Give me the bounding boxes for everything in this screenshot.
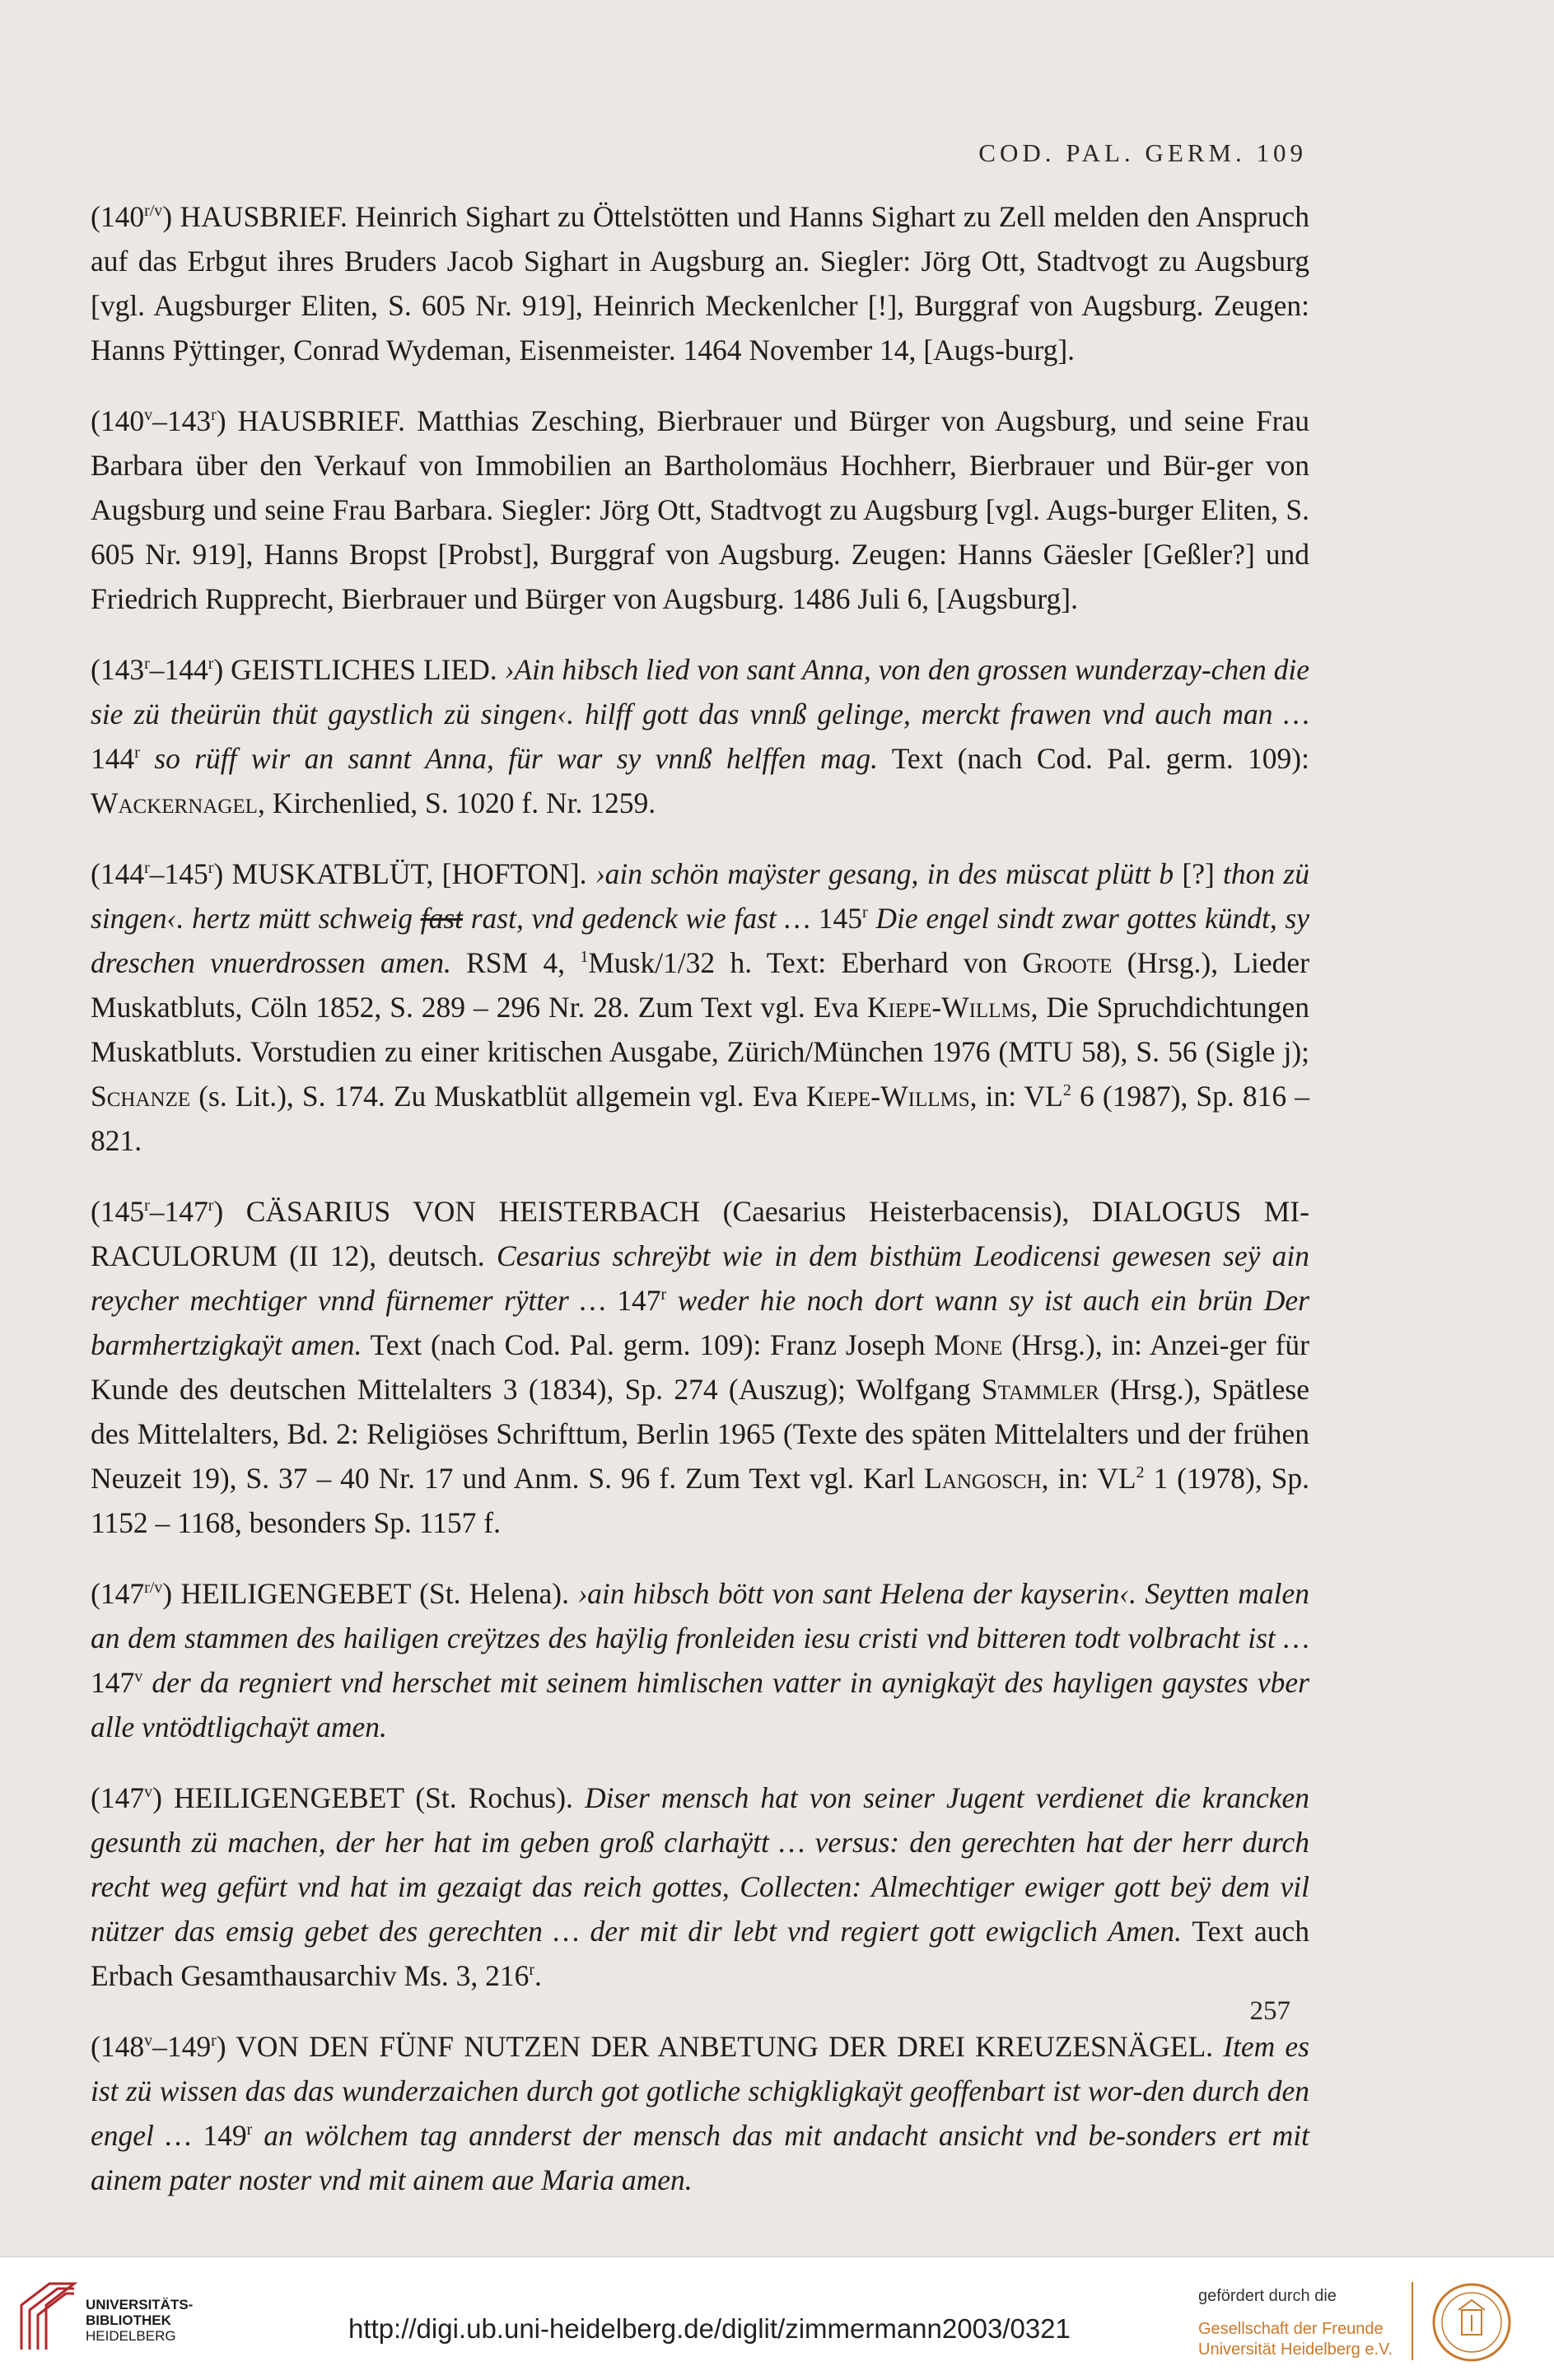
- running-head: COD. PAL. GERM. 109: [978, 138, 1307, 167]
- sponsor-org-line1: Gesellschaft der Freunde: [1198, 2320, 1384, 2338]
- viewer-footer: [0, 2256, 1554, 2380]
- sponsor-block[interactable]: [1198, 2287, 1421, 2360]
- entry-147v-rochus: (147$^v$) HEILIGENGEBET (St. Rochus). Diser mensch hat von seiner Jugent verdienet die krancken gesunth zü machen, der her hat im geben groß clarhaÿtt … versus: den gerechten hat der herr durch recht weg gefürt vnd hat im gezaigt das reich gottes, Collecten: Almechtiger ewiger gott beÿ dem vil nützer das emsig gebet des gerechten … der mit dir lebt vnd regiert gott ewigclich Amen. Text auch Erbach Gesamthausarchiv Ms. 3, 216$^r$.: [91, 1781, 1309, 1992]
- entry-148v-149r: (148$^v$–149$^r$) VON DEN FÜNF NUTZEN DER ANBETUNG DER DREI KREUZESNÄGEL. Item es ist zü wissen das das wunderzaichen durch got gotliche schigkligkaÿt geoffenbart ist wor-den durch den engel … 149$^r$ an wölchem tag annderst der mensch das mit andacht ansicht vnd be-sonders ert mit ainem pater noster vnd mit ainem aue Maria amen.: [91, 2030, 1310, 2196]
- footer-divider: [1412, 2282, 1413, 2360]
- entry-140v-143r: (140$^v$–143$^r$) HAUSBRIEF. Matthias Zesching, Bierbrauer und Bürger von Augsburg, und seine Frau Barbara über den Verkauf von Immobilien an Bartholomäus Hochherr, Bierbrauer und Bür-ger von Augsburg und seine Frau Barbara. Siegler: Jörg Ott, Stadtvogt zu Augsburg [vgl. Augs-burger Eliten, S. 605 Nr. 919], Hanns Bropst [Probst], Burggraf von Augsburg. Zeugen: Hanns Gäesler [Geßler?] und Friedrich Rupprecht, Bierbrauer und Bürger von Augsburg. 1486 Juli 6, [Augsburg].: [91, 404, 1309, 615]
- entry-140: $(140^{r/v})$ HAUSBRIEF. Heinrich Sighart zu Öttelstötten und Hanns Sighart zu Zell melden den Anspruch auf das Erbgut ihres Bruders Jacob Sighart in Augsburg an. Siegler: Jörg Ott, Stadtvogt zu Augsburg [vgl. Augsburger Eliten, S. 605 Nr. 919], Heinrich Meckenlcher [!], Burggraf von Augsburg. Zeugen: Hanns Pÿttinger, Conrad Wydeman, Eisenmeister. 1464 November 14, [Augs-burg].: [91, 200, 1309, 366]
- sponsor-org-line2: Universität Heidelberg e.V.: [1198, 2340, 1393, 2359]
- text-block: [91, 194, 1309, 2228]
- entry-143r-144r: (143$^r$–144$^r$) GEISTLICHES LIED. ›Ain hibsch lied von sant Anna, von den grossen wunderzay-chen die sie zü theürün thüt gaystlich zü singen‹. hilff gott das vnnß gelinge, merckt frawen vnd auch man … 144$^r$ so rüff wir an sannt Anna, für war sy vnnß helffen mag. Text (nach Cod. Pal. germ. 109): Wackernagel, Kirchenlied, S. 1020 f. Nr. 1259.: [91, 653, 1309, 819]
- university-seal-icon[interactable]: [1431, 2282, 1512, 2363]
- entry-145r-147r: (145$^r$–147$^r$) CÄSARIUS VON HEISTERBACH (Caesarius Heisterbacensis), DIALOGUS MI-RACULORUM (II 12), deutsch. Cesarius schreÿbt wie in dem bisthüm Leodicensi gewesen seÿ ain reycher mechtiger vnnd fürnemer rÿtter … 147$^r$ weder hie noch dort wann sy ist auch ein brün Der barmhertzigkaÿt amen. Text (nach Cod. Pal. germ. 109): Franz Joseph Mone (Hrsg.), in: Anzei-ger für Kunde des deutschen Mittelalters 3 (1834), Sp. 274 (Auszug); Wolfgang Stammler (Hrsg.), Spätlese des Mittelalters, Bd. 2: Religiöses Schrifttum, Berlin 1965 (Texte des späten Mittelalters und der frühen Neuzeit 19), S. 37 – 40 Nr. 17 und Anm. S. 96 f. Zum Text vgl. Karl Langosch, in: $VL^2$ 1 (1978), Sp. 1152 – 1168, besonders Sp. 1157 f.: [91, 1195, 1310, 1539]
- entry-147rv-helena: $(147^{r/v})$ HEILIGENGEBET (St. Helena). ›ain hibsch bött von sant Helena der kayserin‹. Seytten malen an dem stammen des hailigen creÿtzes des haÿlig fronleiden iesu cristi vnd bitteren todt volbracht ist … 147$^v$ der da regniert vnd herschet mit seinem himlischen vatter in aynigkaÿt des hayligen gaystes vber alle vntödtligchaÿt amen.: [91, 1577, 1309, 1743]
- page-number: 257: [1249, 1996, 1290, 2026]
- library-name[interactable]: UNIVERSITÄTS- BIBLIOTHEK HEIDELBERG: [86, 2297, 194, 2344]
- sponsor-lead: gefördert durch die: [1198, 2287, 1337, 2305]
- permalink-url[interactable]: http://digi.ub.uni-heidelberg.de/diglit/zimmermann2003/0321: [348, 2313, 1071, 2344]
- entry-144r-145r: (144$^r$–145$^r$) MUSKATBLÜT, [HOFTON]. ›ain schön maÿster gesang, in des müscat plütt b [?] thon zü singen‹. hertz mütt schweig fast rast, vnd gedenck wie fast … 145$^r$ Die engel sindt zwar gottes kündt, sy dreschen vnuerdrossen amen. RSM 4, $^1$Musk/1/32 h. Text: Eberhard von Groote (Hrsg.), Lieder Muskatbluts, Cöln 1852, S. 289 – 296 Nr. 28. Zum Text vgl. Eva Kiepe-Willms, Die Spruchdichtungen Muskatbluts. Vorstudien zu einer kritischen Ausgabe, Zürich/München 1976 (MTU 58), S. 56 (Sigle j); Schanze (s. Lit.), S. 174. Zu Muskatblüt allgemein vgl. Eva Kiepe-Willms, in: $VL^2$ 6 (1987), Sp. 816 – 821.: [91, 857, 1310, 1157]
- university-library-logo-icon[interactable]: [16, 2280, 79, 2353]
